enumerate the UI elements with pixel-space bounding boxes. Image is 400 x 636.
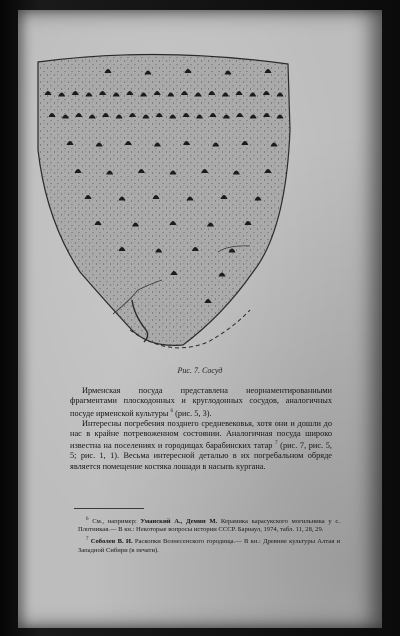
footnote-text: Раскопки Вознесенского городища.— В кн.: Древние культуры Алтая и Западной Сибири (в печати). (78, 538, 340, 554)
footnote-text: См., например: (88, 518, 141, 526)
footnote-text: Керамика карасукского могильника у с. Плотникая.— В кн.: Некоторые вопросы истории СССР. Барнаул, 1974, табл. 11, 28, 29. (78, 518, 340, 534)
footnotes (78, 516, 340, 557)
footnote-authors: Соболев В. И. (90, 538, 133, 546)
footnote-mark: 6 (86, 517, 89, 522)
footnote-divider (74, 508, 144, 509)
vessel-figure (18, 10, 382, 390)
figure-caption: Рис. 7. Сосуд (177, 366, 223, 375)
paragraph (70, 386, 332, 419)
vessel-body (38, 54, 290, 345)
footnote-authors: Уманский А., Демин М. (140, 518, 218, 526)
main-text (70, 386, 332, 472)
footnote-mark: 7 (86, 537, 89, 543)
paragraph-text: (рис. 7, рис. 5, 5; рис. 1, 1). Весьма интересной деталью в их погребальном обряде является помещение костяка лошади в насыпь кургана. (70, 441, 332, 471)
footnote (78, 516, 340, 534)
paragraph (70, 419, 332, 472)
footnote-ref: 6 (170, 408, 174, 414)
paragraph-text: Ирменская посуда представлена неорнаментированными фрагментами плоскодонных и круглодонных сосудов, аналогичных посуде ирменской культуры (70, 386, 332, 418)
vessel-drawing (18, 10, 382, 390)
book-page (18, 10, 382, 628)
paragraph-text: Интересны погребения позднего средневековья, хотя они и дошли до нас в крайне потревоженном состоянии. Аналогичная посуда широко известна на поселениях и городищах барабинских татар (70, 418, 332, 451)
paragraph-text: (рис. 5, 3). (173, 408, 212, 418)
footnote (78, 536, 340, 554)
footnote-ref: 7 (275, 441, 278, 447)
